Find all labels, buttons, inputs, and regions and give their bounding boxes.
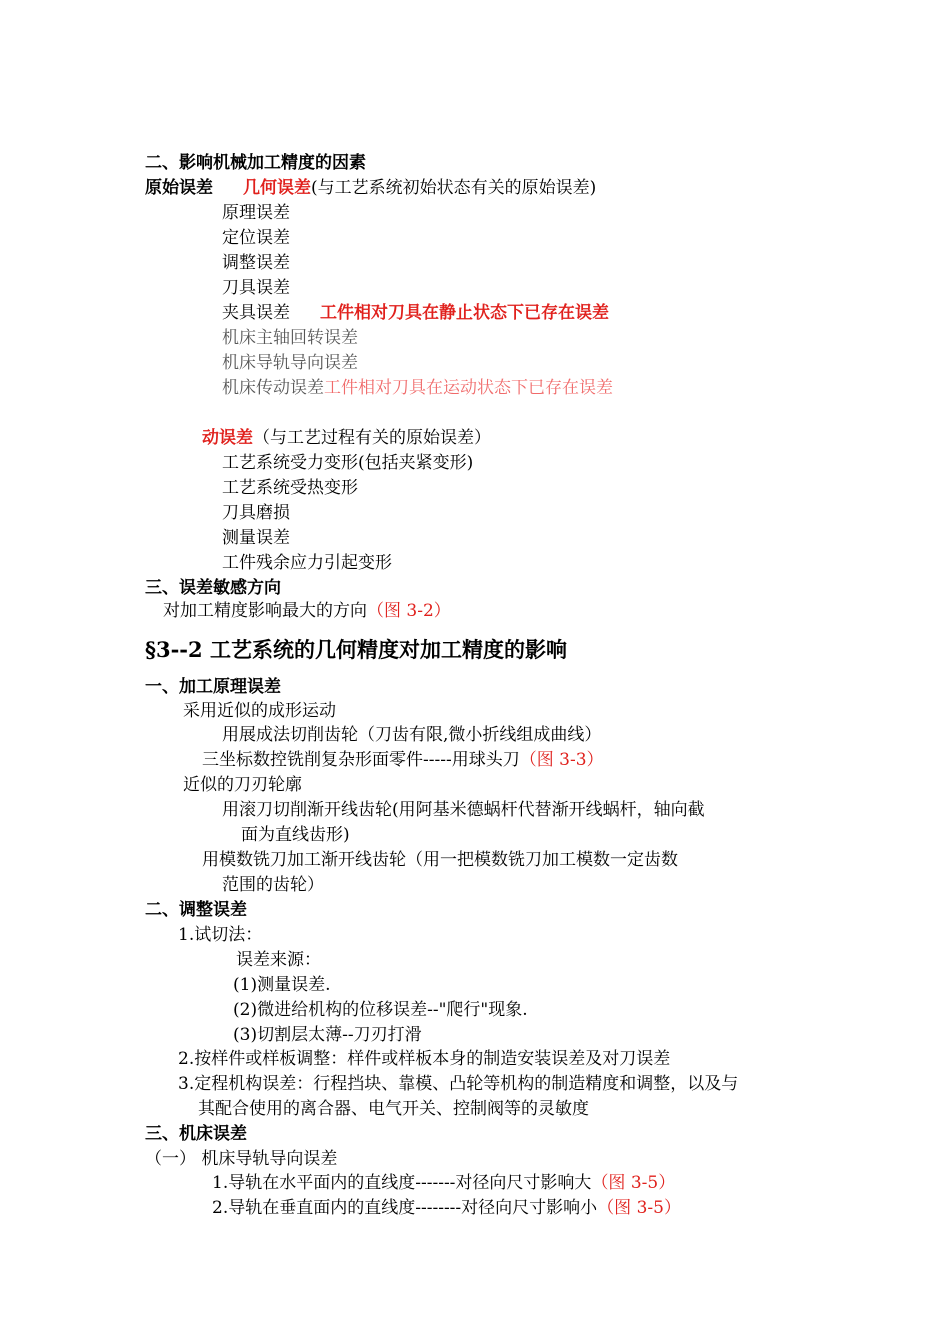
- section-heading: 一、加工原理误差: [145, 677, 281, 697]
- paragraph-text: 采用近似的成形运动: [183, 701, 336, 721]
- dynamic-error-note: （与工艺过程有关的原始误差）: [253, 428, 491, 448]
- section-heading: 三、机床误差: [145, 1124, 247, 1144]
- geometric-error-label: 几何误差: [243, 178, 311, 198]
- list-item: 原理误差: [222, 203, 290, 223]
- paragraph-text: 3.定程机构误差：行程挡块、靠模、凸轮等机构的制造精度和调整，以及与: [178, 1074, 739, 1094]
- list-item: 机床导轨导向误差: [222, 353, 358, 373]
- list-item: 夹具误差: [222, 303, 290, 323]
- list-item: 刀具误差: [222, 278, 290, 298]
- figure-ref: （图 3-2）: [367, 601, 451, 621]
- paragraph-text: 1.导轨在水平面内的直线度-------对径向尺寸影响大: [212, 1173, 592, 1193]
- figure-ref: （图 3-5）: [591, 1173, 676, 1193]
- list-item: 工艺系统受力变形(包括夹紧变形): [222, 453, 474, 473]
- paragraph-text: 面为直线齿形): [241, 825, 350, 845]
- paragraph-text: 其配合使用的离合器、电气开关、控制阀等的灵敏度: [198, 1099, 589, 1119]
- list-item: 测量误差: [222, 528, 290, 548]
- list-item: 机床主轴回转误差: [222, 328, 358, 348]
- paragraph-text: (2)微进给机构的位移误差--"爬行"现象.: [233, 1000, 528, 1020]
- paragraph-text: 1.试切法：: [178, 925, 263, 945]
- paragraph-text: 近似的刀刃轮廓: [183, 775, 302, 795]
- paragraph-text: 2.导轨在垂直面内的直线度--------对径向尺寸影响小: [212, 1198, 598, 1218]
- static-state-note: 工件相对刀具在静止状态下已存在误差: [320, 303, 609, 323]
- sensitive-direction-line: [163, 600, 451, 622]
- section-heading: 二、调整误差: [145, 900, 247, 920]
- ball-cutter-line: [202, 749, 604, 771]
- list-item: 刀具磨损: [222, 503, 290, 523]
- paragraph-text: 范围的齿轮）: [222, 875, 324, 895]
- paragraph-text: （一） 机床导轨导向误差: [145, 1149, 338, 1169]
- list-item: 调整误差: [222, 253, 290, 273]
- figure-ref: （图 3-5）: [597, 1198, 681, 1218]
- paragraph-text: (1)测量误差.: [233, 975, 331, 995]
- fixture-error-line: [222, 302, 609, 324]
- paragraph-text: 用展成法切削齿轮（刀齿有限,微小折线组成曲线）: [222, 725, 602, 745]
- paragraph-text: 误差来源：: [236, 950, 321, 970]
- original-error-label: 原始误差: [145, 178, 213, 198]
- chapter-title: §3--2 工艺系统的几何精度对加工精度的影响: [145, 637, 567, 662]
- paragraph-text: 2.按样件或样板调整：样件或样板本身的制造安装误差及对刀误差: [178, 1049, 671, 1069]
- section-heading: 三、误差敏感方向: [145, 578, 281, 598]
- list-item: 定位误差: [222, 228, 290, 248]
- paragraph-text: (3)切割层太薄--刀刃打滑: [233, 1025, 422, 1045]
- motion-state-note: 工件相对刀具在运动状态下已存在误差: [324, 378, 613, 398]
- vertical-straightness-line: [212, 1197, 681, 1219]
- list-item: 机床传动误差: [222, 378, 324, 398]
- dynamic-error-label: 动误差: [202, 428, 253, 448]
- section-heading: 二、影响机械加工精度的因素: [145, 153, 366, 173]
- transmission-error-line: [222, 377, 613, 399]
- paragraph-text: 用模数铣刀加工渐开线齿轮（用一把模数铣刀加工模数一定齿数: [202, 850, 678, 870]
- geometric-error-note: (与工艺系统初始状态有关的原始误差): [311, 178, 597, 198]
- list-item: 工艺系统受热变形: [222, 478, 358, 498]
- figure-ref: （图 3-3）: [519, 750, 604, 770]
- paragraph-text: 对加工精度影响最大的方向: [163, 601, 367, 621]
- paragraph-text: 用滚刀切削渐开线齿轮(用阿基米德蜗杆代替渐开线蜗杆，轴向截: [222, 800, 705, 820]
- paragraph-text: 三坐标数控铣削复杂形面零件-----用球头刀: [202, 750, 520, 770]
- dynamic-error-line: [202, 427, 491, 449]
- horizontal-straightness-line: [212, 1172, 675, 1194]
- original-error-line: [145, 177, 596, 199]
- list-item: 工件残余应力引起变形: [222, 553, 392, 573]
